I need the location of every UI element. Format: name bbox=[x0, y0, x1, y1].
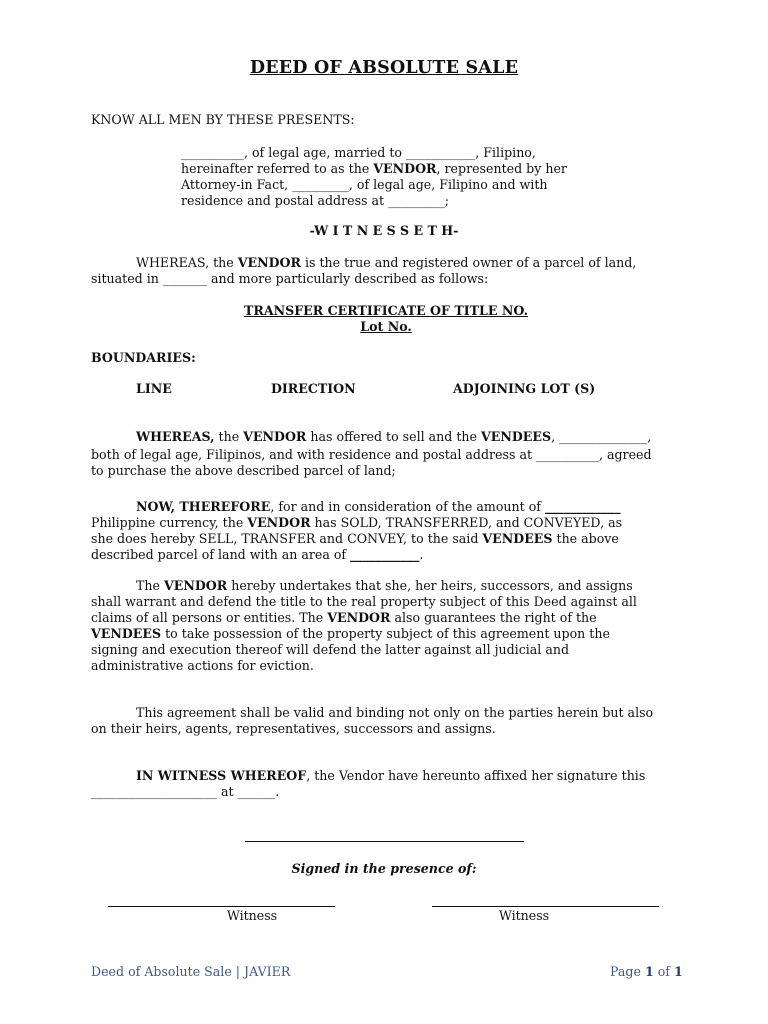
valid-line-1: This agreement shall be valid and binding not only on the parties herein but also bbox=[136, 705, 654, 720]
vendor-bold: VENDOR bbox=[373, 161, 437, 176]
und-1a: The bbox=[136, 578, 164, 593]
in-witness-line-1 bbox=[91, 768, 677, 784]
und-3a: claims of all persons or entities. The bbox=[91, 610, 328, 625]
whereas-1-line-1 bbox=[91, 255, 677, 271]
footer-page-number bbox=[610, 964, 683, 979]
und-3-vendor: VENDOR bbox=[327, 610, 391, 625]
vendor-line-2-text: hereinafter referred to as the bbox=[181, 161, 374, 176]
vendor-line-1: __________, of legal age, married to ___________, Filipino, bbox=[181, 145, 536, 160]
in-witness-b: , the Vendor have hereunto affixed her signature this bbox=[306, 768, 646, 783]
undertakes-line-3 bbox=[91, 610, 677, 626]
und-4b: to take possession of the property subject of this agreement upon the bbox=[161, 626, 610, 641]
now-therefore-line-1 bbox=[91, 499, 677, 515]
nt-4c: . bbox=[419, 547, 424, 562]
undertakes-line-1 bbox=[91, 578, 677, 594]
nt-3-vendees: VENDEES bbox=[482, 531, 553, 546]
undertakes-line-2: shall warrant and defend the title to the real property subject of this Deed against all bbox=[91, 594, 637, 609]
footer-page-word: Page bbox=[610, 964, 645, 979]
footer-page-total: 1 bbox=[673, 964, 683, 979]
und-1-vendor: VENDOR bbox=[163, 578, 228, 593]
vendor-line-2 bbox=[181, 161, 587, 177]
witnesseth-heading: -W I T N E S S E T H- bbox=[309, 223, 459, 238]
valid-line-2: on their heirs, agents, representatives, successors and assigns. bbox=[91, 721, 496, 736]
whereas-2-b: the bbox=[214, 429, 244, 444]
nt-2a: Philippine currency, the bbox=[91, 515, 248, 530]
document-title: DEED OF ABSOLUTE SALE bbox=[249, 58, 519, 78]
und-3c: also guarantees the right of the bbox=[390, 610, 597, 625]
nt-2c: has SOLD, TRANSFERRED, and CONVEYED, as bbox=[310, 515, 623, 530]
vendor-line-4: residence and postal address at _________; bbox=[181, 193, 450, 208]
footer-page-num: 1 bbox=[644, 964, 654, 979]
boundaries-heading: BOUNDARIES: bbox=[91, 350, 196, 365]
nt-3c: the above bbox=[552, 531, 619, 546]
signed-presence-label: Signed in the presence of: bbox=[291, 861, 477, 876]
whereas-2-vendees: VENDEES bbox=[480, 429, 552, 444]
now-therefore-line-2 bbox=[91, 515, 677, 531]
whereas-1-vendor: VENDOR bbox=[237, 255, 301, 270]
und-1c: hereby undertakes that she, her heirs, successors, and assigns bbox=[227, 578, 633, 593]
und-4-vendees: VENDEES bbox=[91, 626, 162, 641]
whereas-1-a: WHEREAS, the bbox=[136, 255, 238, 270]
nt-3a: she does hereby SELL, TRANSFER and CONVEY, to the said bbox=[91, 531, 483, 546]
in-witness-bold: IN WITNESS WHEREOF bbox=[136, 768, 307, 783]
now-therefore-line-3 bbox=[91, 531, 677, 547]
vendor-signature-line bbox=[245, 841, 524, 842]
lot-heading: Lot No. bbox=[360, 319, 412, 334]
in-witness-line-2: ____________________ at ______. bbox=[91, 784, 280, 799]
witness-left-label: Witness bbox=[226, 908, 278, 923]
now-therefore-b: , for and in consideration of the amount of bbox=[270, 499, 545, 514]
now-therefore-bold: NOW, THEREFORE bbox=[136, 499, 271, 514]
whereas-2-line-2: both of legal age, Filipinos, and with residence and postal address at __________, agreed bbox=[91, 447, 652, 462]
witness-right-signature-line bbox=[432, 906, 659, 907]
whereas-2-a: WHEREAS, bbox=[136, 429, 215, 444]
undertakes-line-5: signing and execution thereof will defend the latter against all judicial and bbox=[91, 642, 570, 657]
whereas-2-f: , ______________, bbox=[551, 429, 652, 444]
vendor-line-2-end: , represented by her bbox=[436, 161, 567, 176]
area-blank: ___________ bbox=[350, 547, 420, 562]
footer-left: Deed of Absolute Sale | JAVIER bbox=[91, 964, 291, 979]
nt-4a: described parcel of land with an area of bbox=[91, 547, 351, 562]
whereas-1-c: is the true and registered owner of a parcel of land, bbox=[300, 255, 637, 270]
vendor-line-3: Attorney-in Fact, _________, of legal age, Filipino and with bbox=[181, 177, 548, 192]
col-adjoining-lot: ADJOINING LOT (S) bbox=[453, 381, 596, 396]
whereas-2-vendor: VENDOR bbox=[243, 429, 307, 444]
col-direction: DIRECTION bbox=[271, 381, 356, 396]
tct-heading: TRANSFER CERTIFICATE OF TITLE NO. bbox=[244, 303, 528, 318]
now-therefore-line-4 bbox=[91, 547, 423, 563]
whereas-2-d: has offered to sell and the bbox=[306, 429, 481, 444]
intro-line: KNOW ALL MEN BY THESE PRESENTS: bbox=[91, 112, 355, 127]
witness-left-signature-line bbox=[108, 906, 335, 907]
undertakes-line-4 bbox=[91, 626, 677, 642]
col-line: LINE bbox=[136, 381, 172, 396]
footer-of-word: of bbox=[653, 964, 674, 979]
amount-blank: ____________ bbox=[544, 499, 621, 514]
witness-right-label: Witness bbox=[498, 908, 550, 923]
whereas-2-line-1 bbox=[91, 429, 677, 445]
nt-2-vendor: VENDOR bbox=[247, 515, 311, 530]
whereas-1-line-2: situated in _______ and more particularly described as follows: bbox=[91, 271, 489, 286]
whereas-2-line-3: to purchase the above described parcel of land; bbox=[91, 463, 396, 478]
undertakes-line-6: administrative actions for eviction. bbox=[91, 658, 314, 673]
